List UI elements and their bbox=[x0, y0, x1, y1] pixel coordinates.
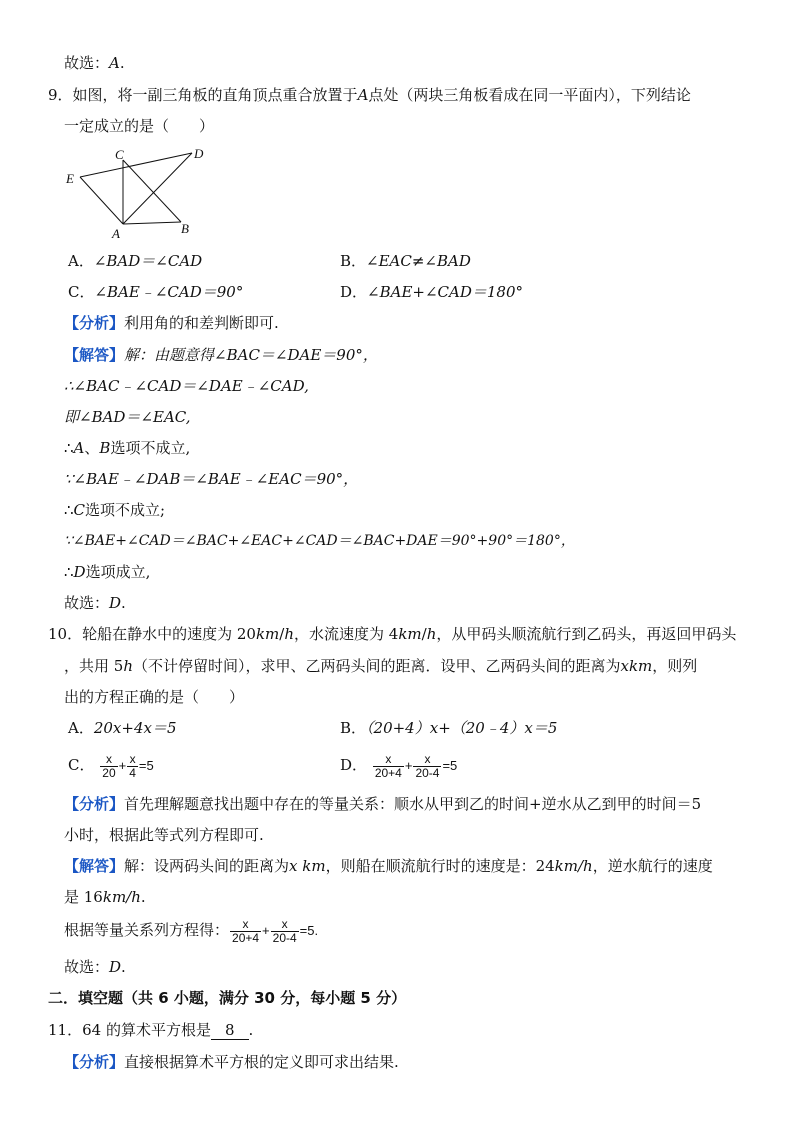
q9-solution-line-8: ∴D选项成立, bbox=[64, 563, 151, 581]
line-EA bbox=[80, 177, 123, 224]
q10-stem-line-3: 出的方程正确的是（ ） bbox=[64, 688, 245, 706]
fraction: $\frac{x}{20}$ bbox=[102, 751, 116, 780]
q11-analysis: 【分析】直接根据算术平方根的定义即可求出结果. bbox=[64, 1053, 399, 1071]
q11-stem: 11．64 的算术平方根是 8 . bbox=[48, 1021, 254, 1039]
line-AD bbox=[123, 153, 192, 224]
prev-answer-line: 故选：A. bbox=[64, 54, 125, 72]
q9-solution-line-2: ∴∠BAC﹣∠CAD＝∠DAE﹣∠CAD, bbox=[64, 377, 309, 395]
q10-analysis-line-1: 【分析】首先理解题意找出题中存在的等量关系：顺水从甲到乙的时间+逆水从乙到甲的时间＝5 bbox=[64, 795, 702, 813]
q9-solution-line-4: ∴A、B选项不成立, bbox=[64, 439, 191, 457]
q9-solution-line-1: 【解答】解：由题意得∠BAC＝∠DAE＝90°， bbox=[64, 346, 378, 364]
q9-analysis: 【分析】利用角的和差判断即可. bbox=[64, 314, 279, 332]
q10-solution-line-1: 【解答】解：设两码头间的距离为x km，则船在顺流航行时的速度是：24km/h，逆水航行的速度 bbox=[64, 857, 713, 875]
q9-stem-line-1: 9．如图，将一副三角板的直角顶点重合放置于A点处（两块三角板看成在同一平面内），下列结论 bbox=[48, 86, 691, 104]
q9-figure bbox=[60, 140, 220, 244]
q9-solution-line-6: ∴C选项不成立; bbox=[64, 501, 166, 519]
q10-option-a: A．20x+4x＝5 bbox=[68, 719, 177, 737]
q10-option-c: C． $\frac{x}{20}$ + $\frac{x}{4}$ =5 bbox=[68, 751, 154, 780]
section-2-title: 二．填空题（共 6 小题，满分 30 分，每小题 5 分） bbox=[48, 989, 407, 1007]
q9-answer: 故选：D. bbox=[64, 594, 126, 612]
q9-stem-line-2: 一定成立的是（ ） bbox=[64, 117, 215, 135]
q9-solution-line-3: 即∠BAD＝∠EAC, bbox=[64, 408, 191, 426]
q10-option-d: D． $\frac{x}{20+4}$ + $\frac{x}{20-4}$ =5 bbox=[340, 751, 458, 780]
q10-stem-line-2: ，共用 5h（不计停留时间），求甲、乙两码头间的距离．设甲、乙两码头间的距离为xkm，则列 bbox=[64, 657, 698, 675]
q9-solution-line-5: ∵∠BAE﹣∠DAB＝∠BAE﹣∠EAC＝90°， bbox=[64, 470, 359, 488]
q10-analysis-line-2: 小时，根据此等式列方程即可. bbox=[64, 826, 264, 844]
fraction: $\frac{x}{20+4}$ bbox=[374, 751, 402, 780]
q10-answer: 故选：D. bbox=[64, 958, 126, 976]
fraction: $\frac{x}{20+4}$ bbox=[232, 916, 260, 945]
line-AB bbox=[123, 222, 181, 224]
q9-option-d: D．∠BAE+∠CAD＝180° bbox=[340, 283, 524, 301]
q9-solution-line-7: ∵∠BAE+∠CAD＝∠BAC+∠EAC+∠CAD＝∠BAC+DAE＝90°+90°＝180°， bbox=[64, 533, 575, 549]
fraction: $\frac{x}{4}$ bbox=[129, 751, 136, 780]
fraction: $\frac{x}{20-4}$ bbox=[272, 916, 297, 945]
q9-option-b: B．∠EAC≠∠BAD bbox=[340, 252, 471, 270]
label-D: D bbox=[194, 146, 204, 161]
label-E: E bbox=[66, 171, 74, 186]
line-CB bbox=[123, 160, 181, 222]
fraction: $\frac{x}{20-4}$ bbox=[415, 751, 440, 780]
q11-answer-blank: 8 bbox=[211, 1021, 249, 1040]
q9-option-a: A．∠BAD＝∠CAD bbox=[68, 252, 203, 270]
q10-option-b: B．（20+4）x+（20﹣4）x＝5 bbox=[340, 719, 558, 737]
q9-option-c: C．∠BAE﹣∠CAD＝90° bbox=[68, 283, 244, 301]
label-B: B bbox=[181, 221, 189, 236]
label-C: C bbox=[115, 147, 124, 162]
q10-solution-line-3: 根据等量关系列方程得： $\frac{x}{20+4}$ + $\frac{x}{20-4}$ =5. bbox=[64, 916, 319, 945]
label-A: A bbox=[112, 226, 120, 241]
q10-solution-line-2: 是 16km/h. bbox=[64, 888, 146, 906]
q10-stem-line-1: 10．轮船在静水中的速度为 20km/h，水流速度为 4km/h，从甲码头顺流航行到乙码头，再返回甲码头 bbox=[48, 625, 737, 643]
